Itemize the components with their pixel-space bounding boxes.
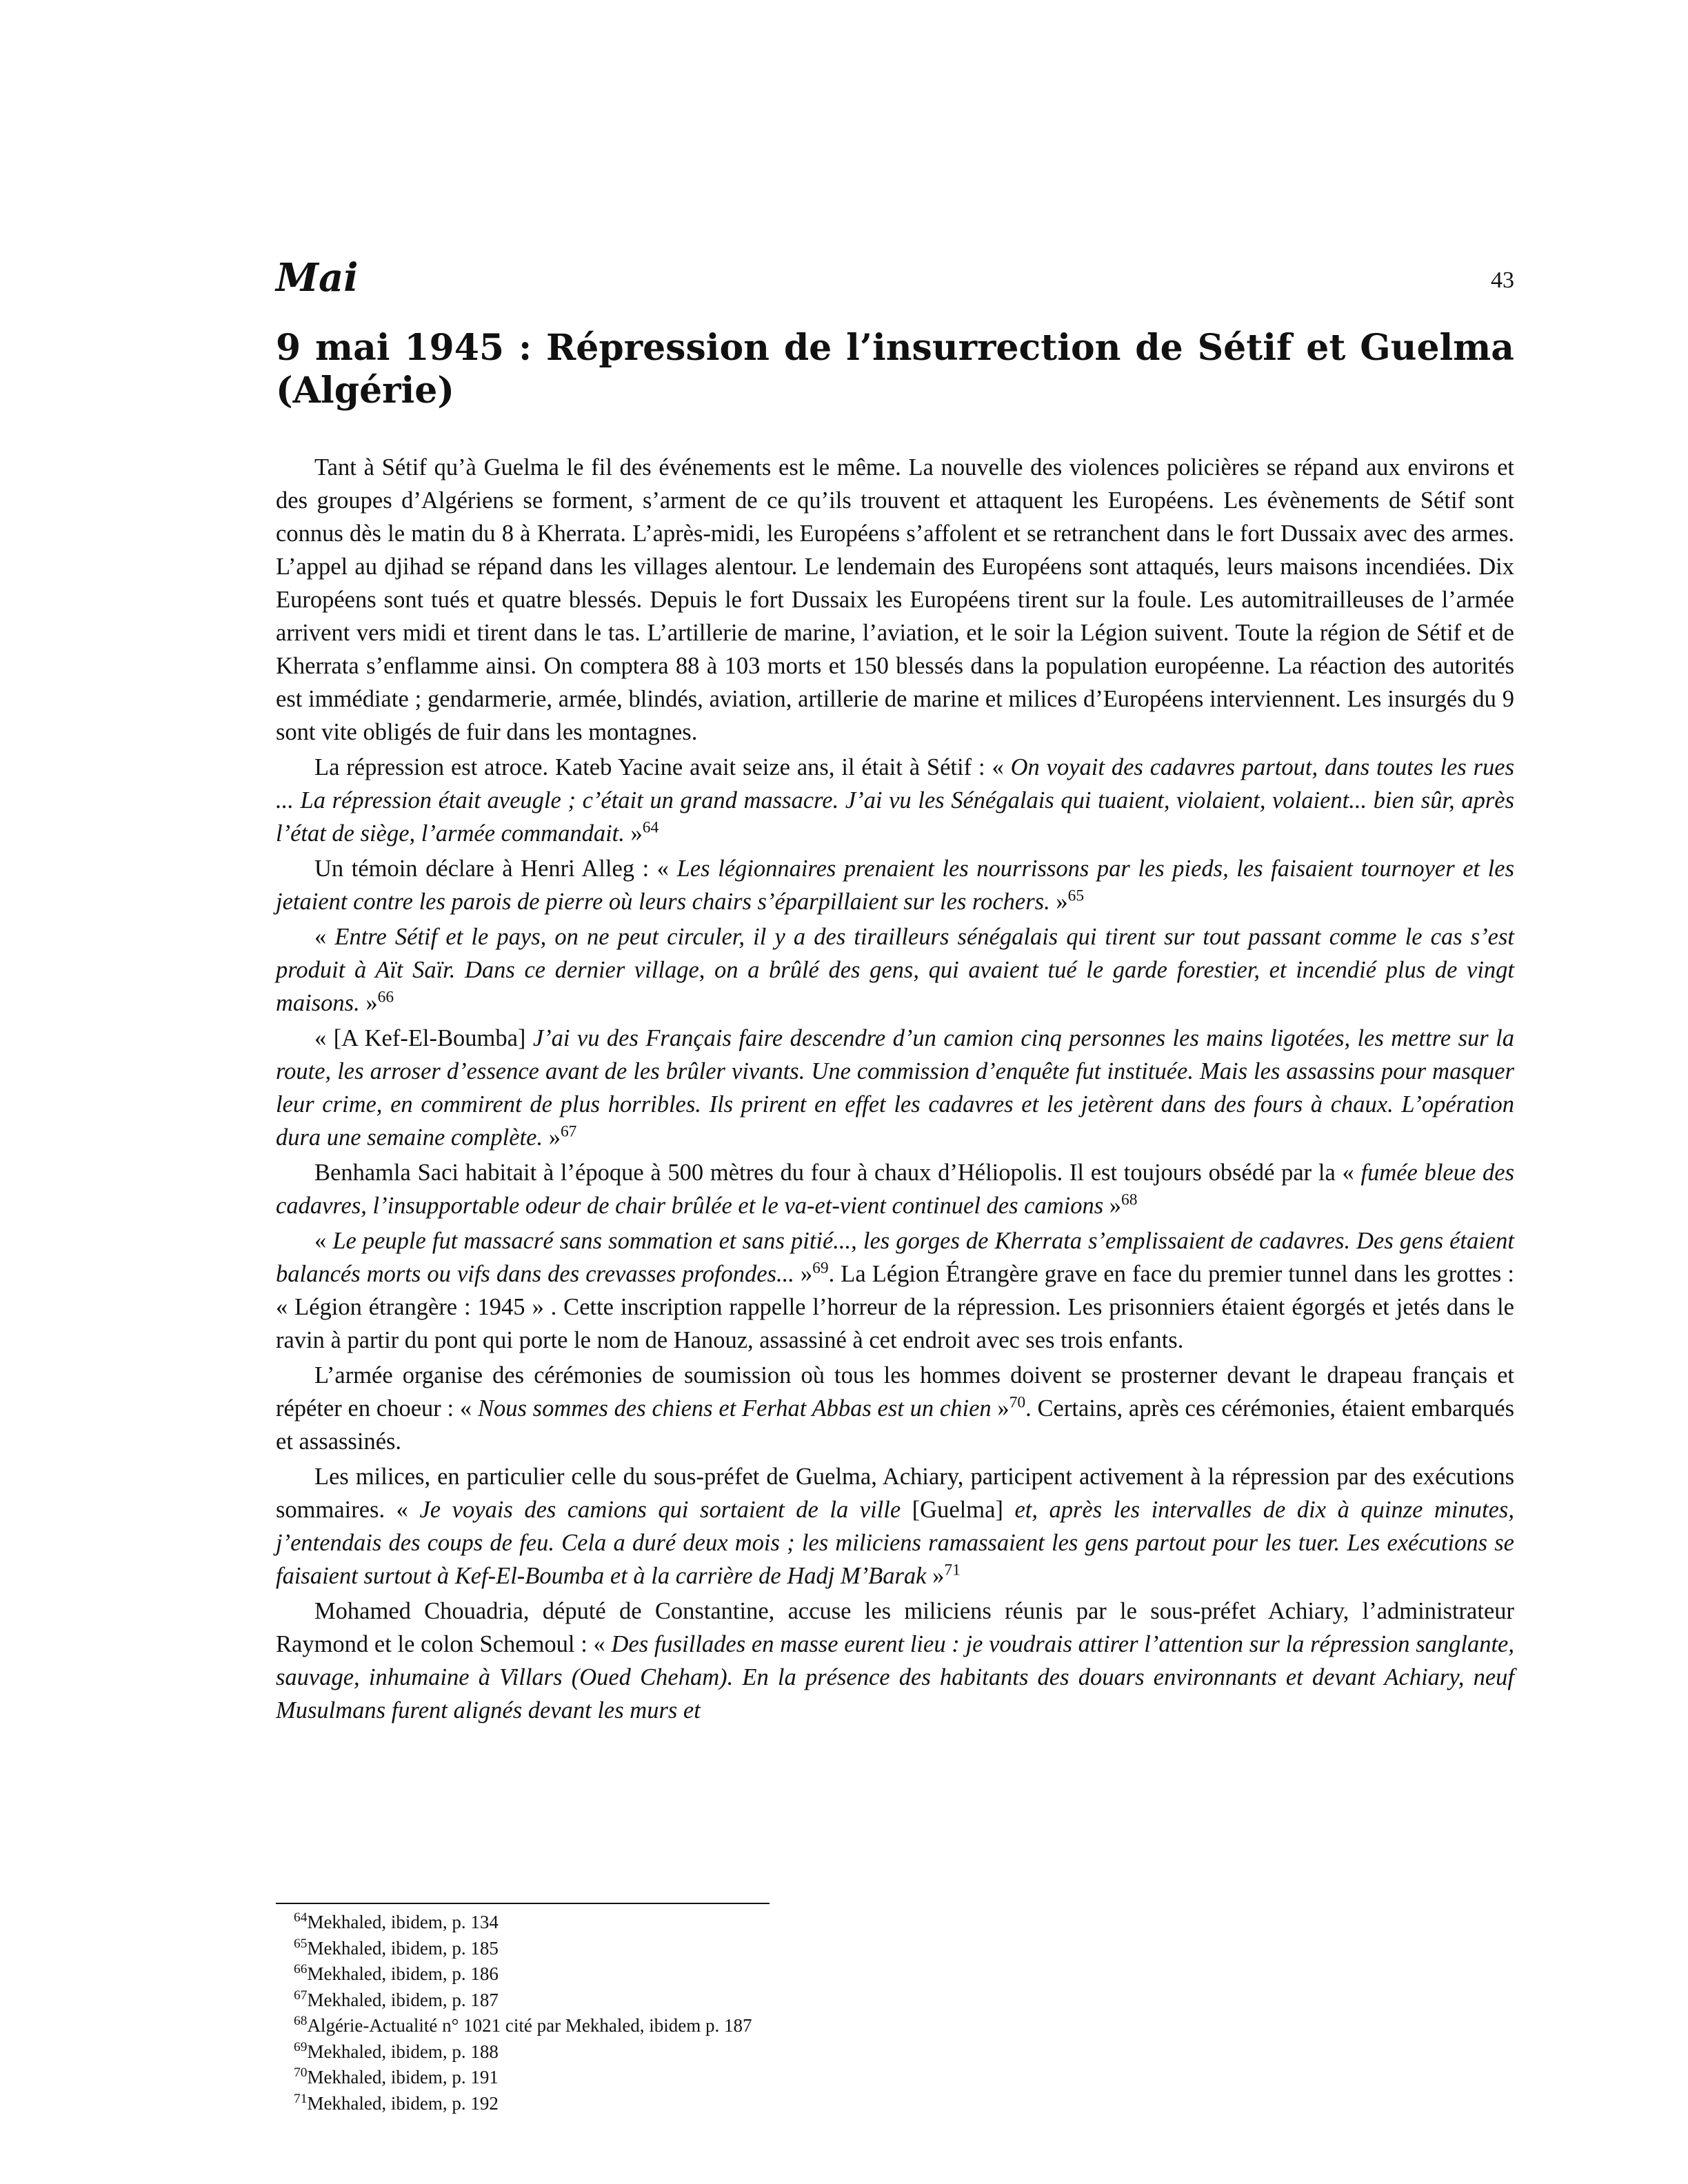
paragraph	[276, 1224, 1514, 1357]
footnote-ref: 64	[642, 818, 659, 837]
paragraph	[276, 1156, 1514, 1222]
text-run: « [A Kef-El-Boumba]	[314, 1025, 533, 1051]
footnote-ref: 71	[944, 1561, 961, 1579]
quote: Des fusillades en masse eurent lieu : je voudrais attirer l’attention sur la répression sanglante, sauvage, inhumaine à Villars (Oued Cheham). En la présence des habitants des douars environnants et devant Achiary, neuf Musulmans furent alignés devant les murs et	[276, 1631, 1514, 1723]
text-run: Benhamla Saci habitait à l’époque à 500 mètres du four à chaux d’Héliopolis. Il est toujours obsédé par la «	[314, 1160, 1361, 1186]
footnote-text: Mekhaled, ibidem, p. 134	[307, 1912, 499, 1932]
footnote-number: 65	[294, 1936, 308, 1951]
footnote	[276, 1910, 1514, 1936]
footnote-text: Mekhaled, ibidem, p. 187	[307, 1989, 499, 2010]
paragraph	[276, 920, 1514, 1020]
footnote-number: 69	[294, 2039, 308, 2054]
footnote-text: Mekhaled, ibidem, p. 188	[307, 2041, 499, 2062]
text-run: »	[991, 1395, 1009, 1422]
footnotes	[276, 1910, 1514, 2116]
section-name: Mai	[276, 255, 359, 301]
text-run: »	[359, 990, 378, 1016]
quote: et, après les intervalles de dix à quinze minutes, j’entendais des coups de feu. Cela a duré deux mois ; les miliciens ramassaient les gens partout pour les tuer. Les exécutions se faisaient surtout à Kef-El-Boumba et à la carrière de Hadj M’Barak	[276, 1497, 1514, 1589]
text-run: Un témoin déclare à Henri Alleg : «	[314, 856, 677, 882]
text-run: [Guelma]	[901, 1497, 1015, 1523]
footnote	[276, 2013, 1514, 2039]
quote: Les légionnaires prenaient les nourrissons par les pieds, les faisaient tournoyer et les jetaient contre les parois de pierre où leurs chairs s’éparpillaient sur les rochers.	[276, 856, 1514, 915]
footnote-ref: 67	[560, 1122, 577, 1141]
footnote-ref: 66	[377, 988, 394, 1007]
text-run: »	[794, 1261, 813, 1287]
paragraph	[276, 1022, 1514, 1154]
footnote	[276, 1988, 1514, 2014]
quote: On voyait des cadavres partout, dans toutes les rues ... La répression était aveugle ; c’était un grand massacre. J’ai vu les Sénégalais qui tuaient, violaient, volaient... bien sûr, après l’état de siège, l’armée commandait.	[276, 754, 1514, 847]
footnote-text: Mekhaled, ibidem, p. 191	[307, 2067, 499, 2087]
text-run: »	[624, 820, 643, 847]
text-run: »	[926, 1563, 945, 1589]
text-run: Mohamed Chouadria, député de Constantine, accuse les miliciens réunis par le sous-préfet Achiary, l’administrateur Raymond et le colon Schemoul : «	[276, 1598, 1514, 1657]
footnote-ref: 70	[1009, 1393, 1026, 1412]
text-run: «	[314, 1228, 333, 1254]
text-run: »	[1103, 1193, 1122, 1219]
footnote	[276, 2091, 1514, 2117]
footnote	[276, 2039, 1514, 2065]
footnote-ref: 69	[812, 1259, 829, 1277]
footnote	[276, 1961, 1514, 1988]
paragraph	[276, 1460, 1514, 1593]
text-run: . La Légion Étrangère grave en face du premier tunnel dans les grottes : « Légion étrangère : 1945 » . Cette inscription rappelle l’horreur de la répression. Les prisonniers étaient égorgés et jetés dans le ravin à partir du pont qui porte le nom de Hanouz, assassiné à cet endroit avec ses trois enfants.	[276, 1261, 1514, 1353]
quote: J’ai vu des Français faire descendre d’un camion cinq personnes les mains ligotées, les mettre sur la route, les arroser d’essence avant de les brûler vivants. Une commission d’enquête fut instituée. Mais les assassins pour masquer leur crime, en commirent de plus horribles. Ils prirent en effet les cadavres et les jetèrent dans des fours à chaux. L’opération dura une semaine complète.	[276, 1025, 1514, 1151]
quote: Nous sommes des chiens et Ferhat Abbas est un chien	[477, 1395, 992, 1422]
footnote-number: 68	[294, 2014, 308, 2028]
running-header	[276, 254, 1514, 302]
body-text	[276, 451, 1514, 1729]
footnote	[276, 1936, 1514, 1962]
page-number: 43	[1491, 267, 1514, 293]
text-run: La répression est atroce. Kateb Yacine avait seize ans, il était à Sétif : «	[314, 754, 1011, 780]
footnote-text: Mekhaled, ibidem, p. 186	[307, 1963, 499, 1984]
paragraph	[276, 1359, 1514, 1458]
quote: Le peuple fut massacré sans sommation et sans pitié..., les gorges de Kherrata s’emplissaient de cadavres. Des gens étaient balancés morts ou vifs dans des crevasses profondes...	[276, 1228, 1515, 1287]
footnote	[276, 2065, 1514, 2091]
text-run: L’armée organise des cérémonies de soumission où tous les hommes doivent se prosterner devant le drapeau français et répéter en choeur : «	[276, 1362, 1514, 1422]
text-run: »	[543, 1124, 561, 1151]
footnote-divider	[276, 1903, 770, 1904]
paragraph	[276, 852, 1514, 918]
footnote-number: 70	[294, 2065, 308, 2080]
footnote-ref: 68	[1121, 1191, 1138, 1209]
paragraph: Tant à Sétif qu’à Guelma le fil des événements est le même. La nouvelle des violences policières se répand aux environs et des groupes d’Algériens se forment, s’arment de ce qu’ils trouvent et attaquent les Européens. Les évènements de Sétif sont connus dès le matin du 8 à Kherrata. L’après-midi, les Européens s’affolent et se retranchent dans le fort Dussaix avec des armes. L’appel au djihad se répand dans les villages alentour. Le lendemain des Européens sont attaqués, leurs maisons incendiées. Dix Européens sont tués et quatre blessés. Depuis le fort Dussaix les Européens tirent sur la foule. Les automitrailleuses de l’armée arrivent vers midi et tirent dans le tas. L’artillerie de marine, l’aviation, et le soir la Légion suivent. Toute la région de Sétif et de Kherrata s’enflamme ainsi. On comptera 88 à 103 morts et 150 blessés dans la population européenne. La réaction des autorités est immédiate ; gendarmerie, armée, blindés, aviation, artillerie de marine et milices d’Européens interviennent. Les insurgés du 9 sont vite obligés de fuir dans les montagnes.	[276, 454, 1514, 745]
text-run: »	[1049, 889, 1068, 915]
quote: Entre Sétif et le pays, on ne peut circuler, il y a des tirailleurs sénégalais qui tirent sur tout passant comme le cas s’est produit à Aït Saïr. Dans ce dernier village, on a brûlé des gens, qui avaient tué le garde forestier, et incendié plus de vingt maisons.	[276, 924, 1515, 1016]
quote: fumée bleue des cadavres, l’insupportable odeur de chair brûlée et le va-et-vient continuel des camions	[276, 1160, 1515, 1219]
article-title: 9 mai 1945 : Répression de l’insurrection de Sétif et Guelma (Algérie)	[276, 327, 1514, 412]
text-run: «	[314, 924, 335, 950]
footnote-text: Mekhaled, ibidem, p. 192	[307, 2092, 499, 2114]
text-run: Les milices, en particulier celle du sous-préfet de Guelma, Achiary, participent activement à la répression par des exécutions sommaires. «	[276, 1464, 1514, 1523]
footnote-ref: 65	[1067, 887, 1085, 905]
quote: Je voyais des camions qui sortaient de la ville	[419, 1497, 901, 1523]
footnote-number: 66	[294, 1962, 308, 1976]
paragraph	[276, 751, 1514, 850]
text-run: . Certains, après ces cérémonies, étaient embarqués et assassinés.	[276, 1395, 1514, 1455]
footnote-number: 64	[294, 1910, 308, 1925]
footnote-number: 67	[294, 1988, 308, 2003]
paragraph	[276, 1595, 1514, 1727]
footnote-number: 71	[294, 2091, 308, 2106]
footnote-text: Mekhaled, ibidem, p. 185	[307, 1937, 499, 1959]
footnote-text: Algérie-Actualité n° 1021 cité par Mekhaled, ibidem p. 187	[307, 2015, 752, 2036]
